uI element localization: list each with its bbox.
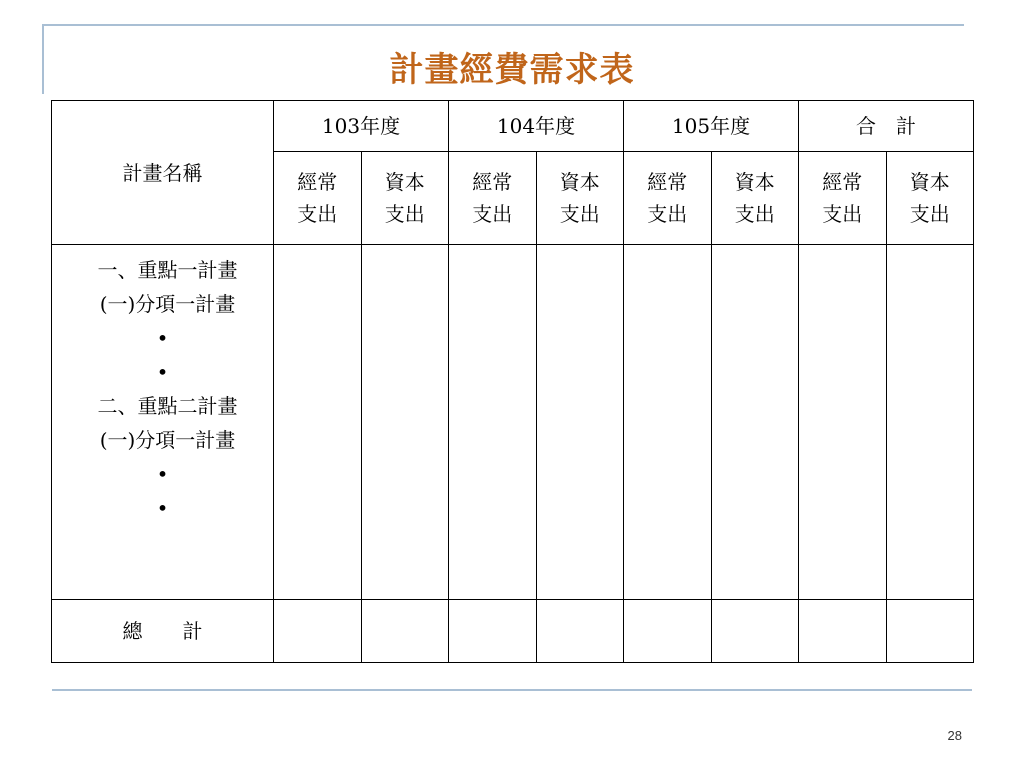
table-cell [886,245,974,600]
plan-items-row [52,245,974,600]
header-capital-expense: 資本 支出 [711,152,799,245]
table-cell [886,600,974,663]
total-label: 總 計 [52,600,274,663]
plan-item: 二、重點二計畫 [97,394,238,418]
ellipsis-dot: • [156,462,169,486]
header-current-expense: 經常 支出 [624,152,712,245]
plan-item: 一、重點一計畫 [97,258,238,282]
table-cell [711,245,799,600]
table-cell [361,600,449,663]
slide-title: 計畫經費需求表 [389,50,635,90]
table-cell [624,245,712,600]
table-cell [536,600,624,663]
ellipsis-dot: • [156,360,169,384]
year-header-103: 103年度 [274,101,449,152]
plan-item: (一)分項一計畫 [99,292,236,316]
header-current-expense: 經常 支出 [799,152,887,245]
page-number: 28 [947,728,962,743]
year-header-total: 合 計 [799,101,974,152]
table-cell [449,245,537,600]
plan-name-header: 計畫名稱 [52,101,274,245]
header-capital-expense: 資本 支出 [886,152,974,245]
ellipsis-dot: • [156,326,169,350]
table-cell [536,245,624,600]
year-header-104: 104年度 [449,101,624,152]
budget-table [51,100,974,663]
table-cell [711,600,799,663]
ellipsis-dot: • [156,496,169,520]
header-capital-expense: 資本 支出 [536,152,624,245]
year-header-row [52,101,974,152]
footer-divider [52,689,972,691]
table-cell [624,600,712,663]
table-cell [274,600,362,663]
table-cell [799,245,887,600]
table-cell [361,245,449,600]
plan-item: (一)分項一計畫 [99,428,236,452]
table-cell [449,600,537,663]
total-row [52,600,974,663]
plan-items-cell [52,245,274,600]
title-frame-top-line [42,24,964,26]
table-cell [274,245,362,600]
header-capital-expense: 資本 支出 [361,152,449,245]
year-header-105: 105年度 [624,101,799,152]
table-cell [799,600,887,663]
header-current-expense: 經常 支出 [274,152,362,245]
header-current-expense: 經常 支出 [449,152,537,245]
